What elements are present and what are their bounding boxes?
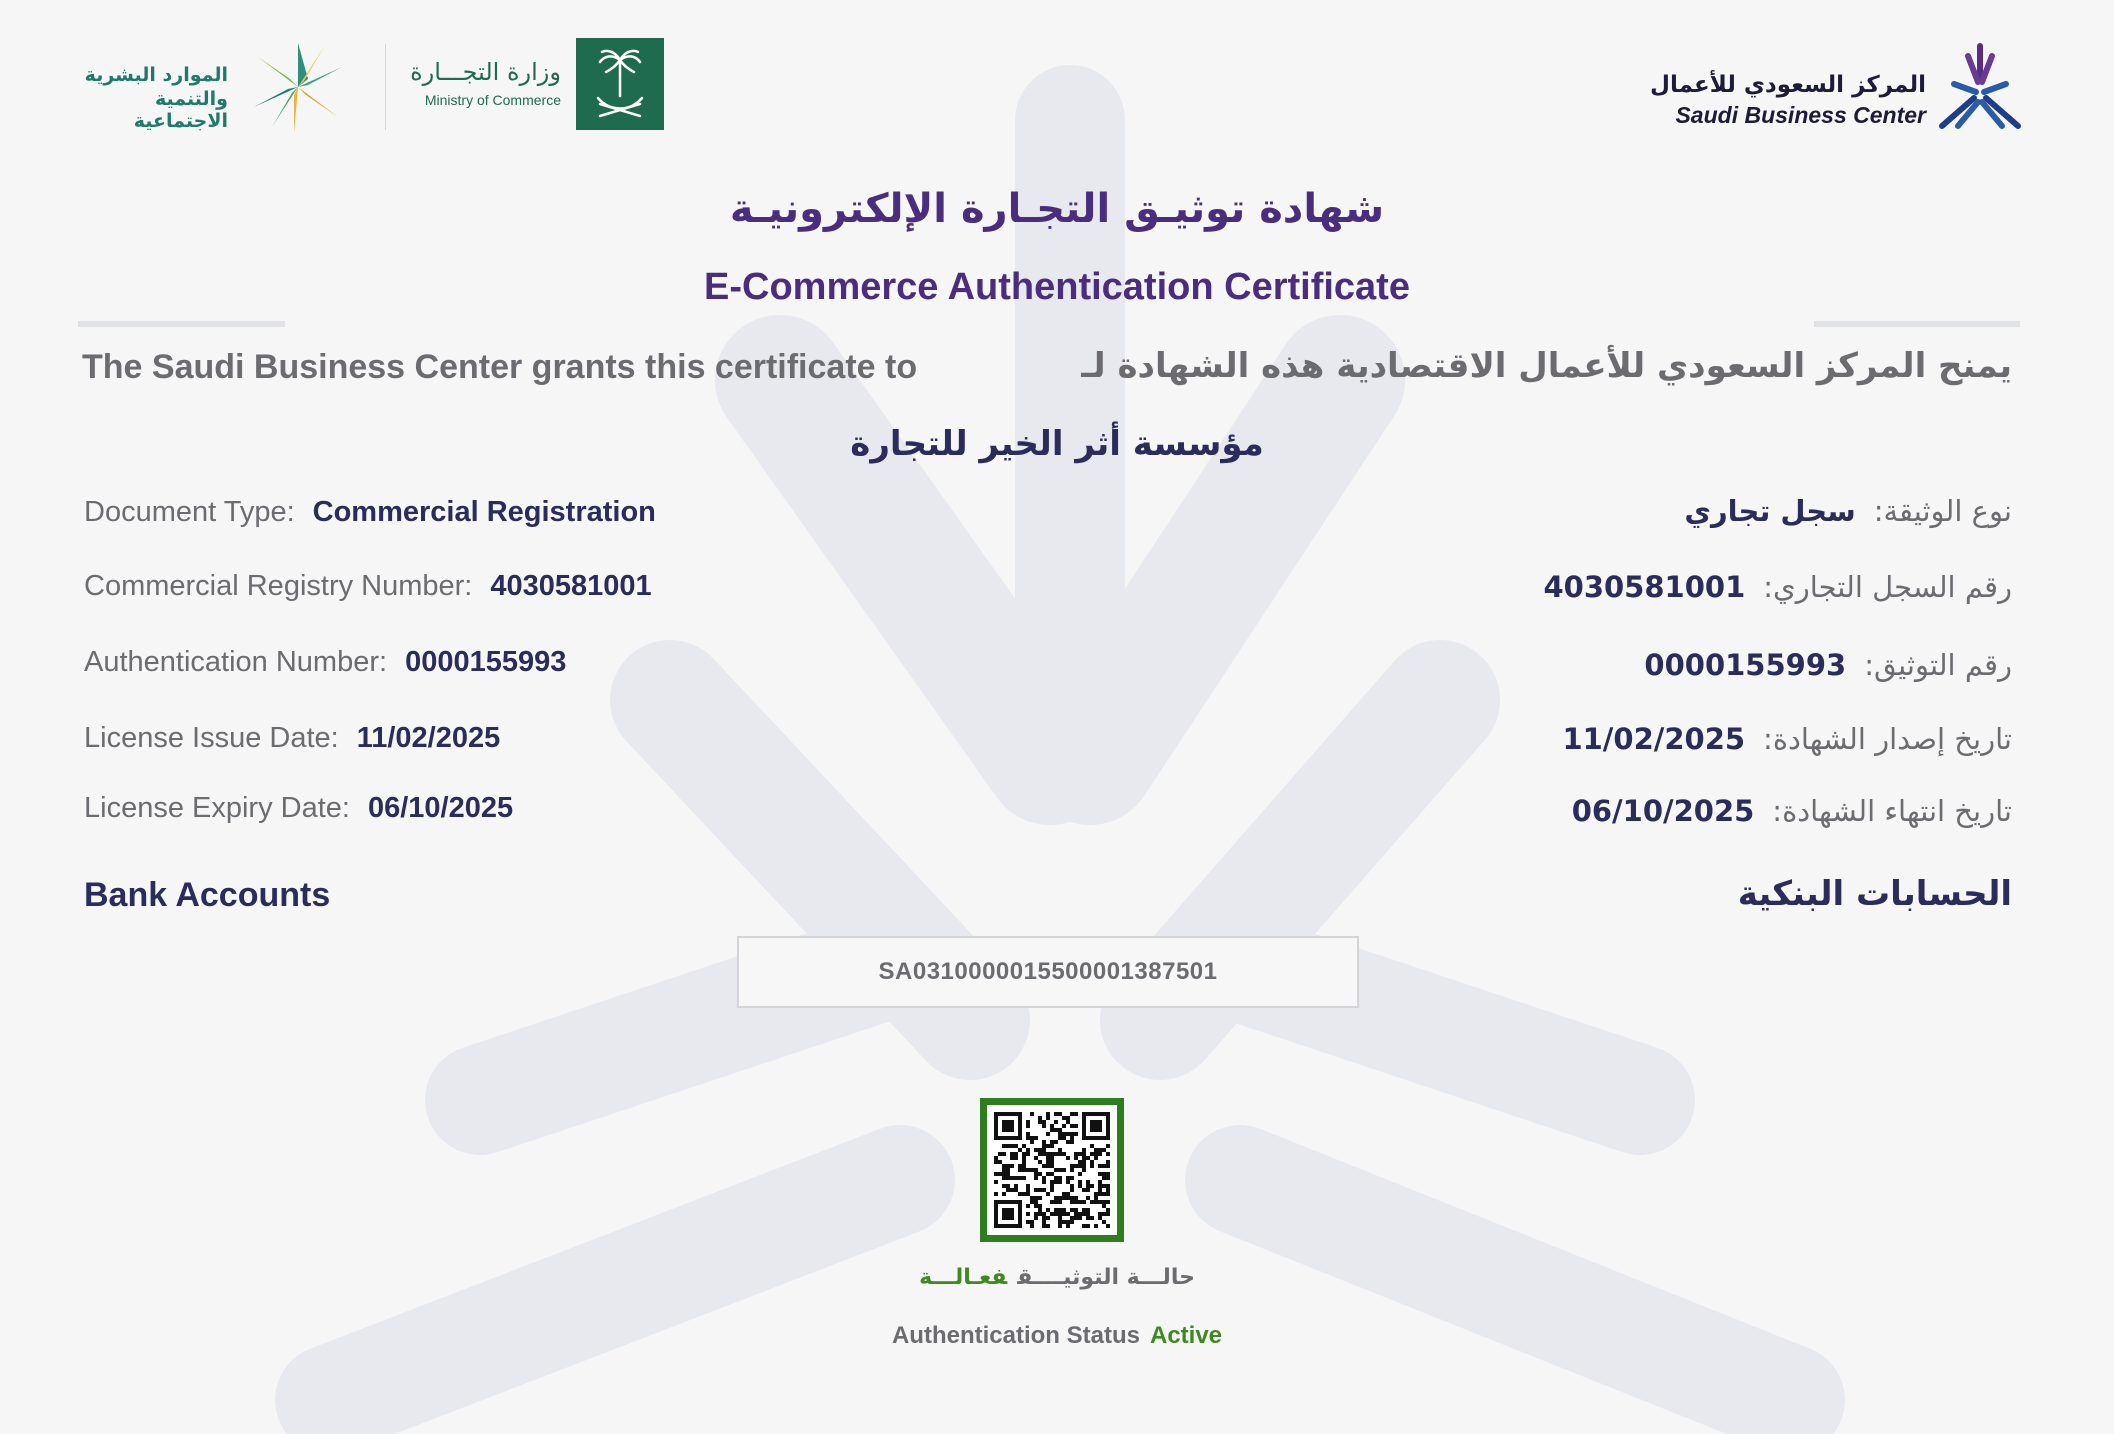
- status-label-en: Authentication Status: [891, 1322, 1140, 1349]
- certificate-title-en: E-Commerce Authentication Certificate: [704, 266, 1410, 308]
- field-label: Document Type:: [84, 496, 295, 528]
- status-value-ar: فعـالـــة: [919, 1265, 1008, 1290]
- field-value: 06/10/2025: [1571, 794, 1755, 828]
- sbc-name-ar: المركز السعودي للأعمال: [1650, 72, 1926, 98]
- field-value: 06/10/2025: [367, 792, 514, 824]
- field-value: 0000155993: [405, 646, 567, 678]
- certificate-title-ar: شهادة توثيـق التجـارة الإلكترونيـة: [729, 186, 1385, 232]
- grant-statement-ar: يمنح المركز السعودي للأعمال الاقتصادية هذه الشهادة لـ: [1081, 346, 2012, 386]
- bank-accounts-heading-ar: الحسابات البنكية: [1737, 874, 2012, 914]
- issue-date-ar: [1562, 722, 2012, 756]
- qr-code[interactable]: [980, 1098, 1124, 1242]
- field-value: سجل تجاري: [1684, 494, 1856, 528]
- hrsd-logo: [68, 40, 368, 134]
- divider: [385, 44, 386, 130]
- commerce-name-ar: وزارة التجـــارة: [410, 58, 561, 86]
- status-label-ar: حالـــة التوثيــــق: [1017, 1265, 1195, 1290]
- field-label: رقم التوثيق:: [1864, 648, 2012, 682]
- field-value: 4030581001: [490, 570, 652, 602]
- authentication-status-ar: [0, 1265, 2114, 1290]
- left-divider: [78, 321, 285, 327]
- iban-field: SA0310000015500001387501: [737, 936, 1359, 1008]
- sbc-emblem-icon: [1934, 40, 2026, 132]
- company-name: مؤسسة أثر الخير للتجارة: [850, 424, 1264, 464]
- status-badge: Active: [1149, 1322, 1223, 1349]
- hrsd-star-icon: [230, 40, 366, 134]
- registry-number-en: [84, 570, 652, 603]
- field-value: 4030581001: [1543, 570, 1746, 604]
- field-label: تاريخ إصدار الشهادة:: [1763, 722, 2012, 756]
- hrsd-name-line2: والتنمية الاجتماعية: [133, 88, 228, 132]
- authentication-number-ar: [1644, 648, 2012, 682]
- field-value: Commercial Registration: [312, 496, 656, 528]
- field-value: 0000155993: [1644, 648, 1847, 682]
- document-type-en: [84, 496, 656, 529]
- field-label: License Issue Date:: [84, 722, 339, 754]
- registry-number-ar: [1543, 570, 2012, 604]
- issue-date-en: [84, 722, 500, 755]
- authentication-number-en: [84, 646, 566, 679]
- hrsd-name-line1: الموارد البشرية: [84, 64, 228, 86]
- field-label: License Expiry Date:: [84, 792, 350, 824]
- authentication-status-en: [0, 1322, 2114, 1350]
- field-value: 11/02/2025: [1562, 722, 1746, 756]
- field-label: تاريخ انتهاء الشهادة:: [1772, 794, 2012, 828]
- grant-statement-en: The Saudi Business Center grants this certificate to: [82, 348, 918, 386]
- commerce-logo: [404, 38, 664, 134]
- field-label: Authentication Number:: [84, 646, 388, 678]
- qr-code-icon: [994, 1112, 1110, 1228]
- sbc-logo: [1640, 38, 2026, 134]
- field-label: رقم السجل التجاري:: [1763, 570, 2012, 604]
- expiry-date-en: [84, 792, 513, 825]
- commerce-name-en: Ministry of Commerce: [424, 92, 561, 108]
- field-label: Commercial Registry Number:: [84, 570, 473, 602]
- field-label: نوع الوثيقة:: [1873, 494, 2012, 528]
- bank-accounts-heading-en: Bank Accounts: [84, 876, 331, 914]
- palm-swords-emblem-icon: [576, 38, 664, 130]
- sbc-name-en: Saudi Business Center: [1675, 102, 1926, 128]
- right-divider: [1814, 321, 2020, 327]
- document-type-ar: [1684, 494, 2012, 528]
- expiry-date-ar: [1572, 794, 2012, 828]
- field-value: 11/02/2025: [356, 722, 501, 754]
